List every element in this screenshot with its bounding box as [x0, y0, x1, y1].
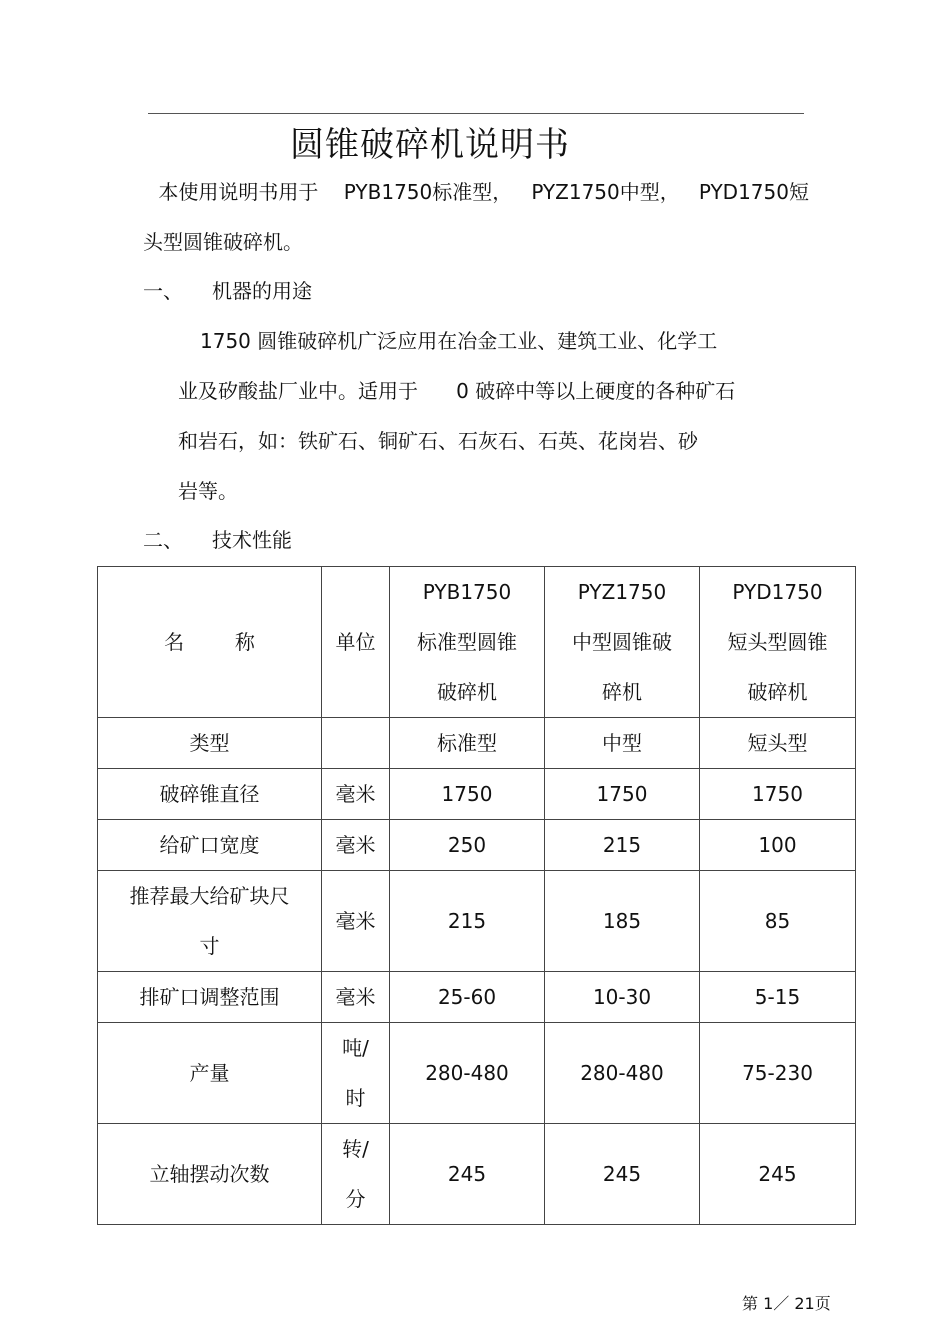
intro-line-1: 本使用说明书用于 PYB1750标准型， PYZ1750中型， PYD1750短 [152, 180, 809, 204]
row-unit [322, 718, 390, 769]
row-unit: 毫米 [322, 769, 390, 820]
row-name: 排矿口调整范围 [98, 972, 322, 1023]
row-value: 280-480 [390, 1023, 545, 1124]
model-desc: 中型圆锥破 [572, 630, 672, 654]
row-value: 245 [700, 1124, 856, 1225]
row-value: 185 [545, 871, 700, 972]
model-code: PYD1750 [732, 580, 823, 604]
table-header-row [98, 567, 856, 718]
row-value: 85 [700, 871, 856, 972]
section-2-number: 二、 [143, 528, 183, 552]
header-name-cell: 名 称 [98, 567, 322, 718]
spec-table [97, 566, 856, 1225]
header-model-cell [390, 567, 545, 718]
model-desc: 破碎机 [747, 680, 808, 704]
header-rule [148, 113, 804, 114]
model-desc: 短头型圆锥 [727, 630, 828, 654]
row-unit: 毫米 [322, 972, 390, 1023]
row-value: 215 [390, 871, 545, 972]
row-value: 1750 [545, 769, 700, 820]
model-desc: 标准型圆锥 [417, 630, 517, 654]
row-value: 1750 [390, 769, 545, 820]
table-row [98, 718, 856, 769]
row-value: 10-30 [545, 972, 700, 1023]
row-name: 类型 [98, 718, 322, 769]
page-number: 第 1／ 21页 [742, 1294, 831, 1313]
row-value: 100 [700, 820, 856, 871]
row-value: 短头型 [700, 718, 856, 769]
usage-line-2: 业及矽酸盐厂业中。适用于 0 破碎中等以上硬度的各种矿石 [178, 379, 736, 403]
row-unit: 转/ 分 [322, 1124, 390, 1225]
table-row [98, 1124, 856, 1225]
usage-line-1: 1750 圆锥破碎机广泛应用在冶金工业、建筑工业、化学工 [200, 329, 718, 353]
table-row [98, 769, 856, 820]
row-value: 280-480 [545, 1023, 700, 1124]
model-code: PYZ1750 [577, 580, 667, 604]
table-row [98, 871, 856, 972]
model-desc: 碎机 [602, 680, 642, 704]
row-value: 215 [545, 820, 700, 871]
table-row [98, 972, 856, 1023]
intro-line-2: 头型圆锥破碎机。 [143, 230, 303, 254]
section-2-heading: 技术性能 [212, 528, 292, 552]
table-row [98, 820, 856, 871]
row-name: 产量 [98, 1023, 322, 1124]
row-unit: 吨/ 时 [322, 1023, 390, 1124]
header-model-cell [700, 567, 856, 718]
row-value: 标准型 [390, 718, 545, 769]
row-name: 推荐最大给矿块尺 寸 [98, 871, 322, 972]
row-value: 5-15 [700, 972, 856, 1023]
row-value: 1750 [700, 769, 856, 820]
usage-line-4: 岩等。 [178, 479, 238, 503]
row-value: 75-230 [700, 1023, 856, 1124]
usage-line-3: 和岩石，如：铁矿石、铜矿石、石灰石、石英、花岗岩、砂 [178, 429, 698, 453]
row-name: 给矿口宽度 [98, 820, 322, 871]
row-value: 245 [545, 1124, 700, 1225]
row-value: 中型 [545, 718, 700, 769]
model-code: PYB1750 [422, 580, 512, 604]
row-name: 破碎锥直径 [98, 769, 322, 820]
row-unit: 毫米 [322, 820, 390, 871]
header-unit-cell: 单位 [322, 567, 390, 718]
model-desc: 破碎机 [437, 680, 497, 704]
row-value: 25-60 [390, 972, 545, 1023]
table-row [98, 1023, 856, 1124]
section-1-number: 一、 [143, 279, 183, 303]
document-title: 圆锥破碎机说明书 [290, 125, 570, 165]
header-model-cell [545, 567, 700, 718]
row-unit: 毫米 [322, 871, 390, 972]
section-1-heading: 机器的用途 [212, 279, 312, 303]
row-name: 立轴摆动次数 [98, 1124, 322, 1225]
row-value: 245 [390, 1124, 545, 1225]
row-value: 250 [390, 820, 545, 871]
